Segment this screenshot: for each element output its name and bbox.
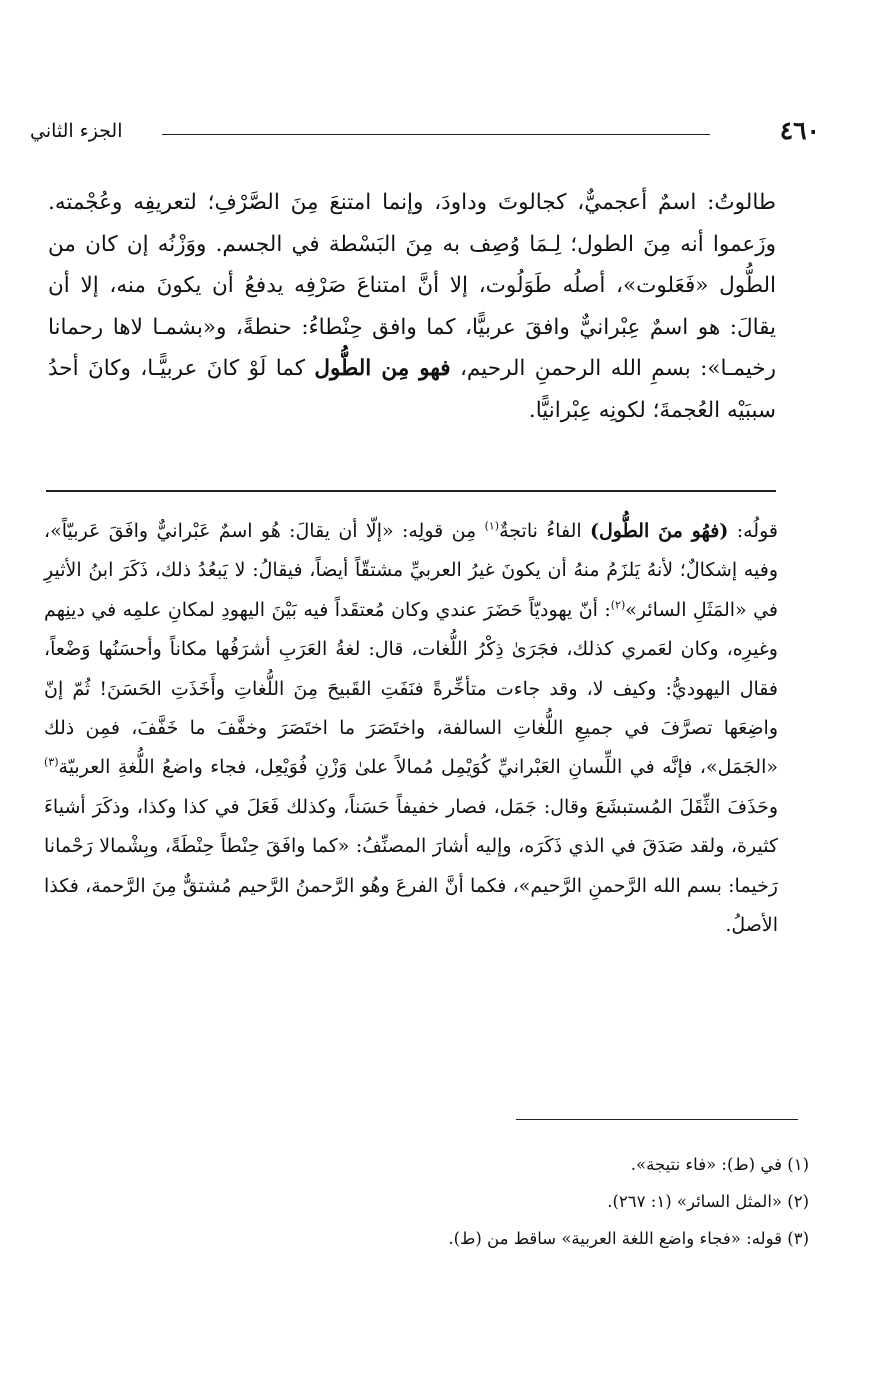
main-text-bold: فهو مِن الطُّول (314, 356, 451, 381)
commentary-text-3: وحَذَفَ الثِّقَلَ المُستبشَعَ وقال: جَمَل، فصار خفيفاً حَسَناً، وكذلك فَعَلَ في كذا وكذا، وذكَرَ أشياءَ كثيرة، ولقد صَدَقَ في الذي ذَكَرَه، وإليه أشارَ المصنِّفُ: «كما وافَقَ حِنْطاً حِنْطَةً، وبِشْمالا رَحْمانا رَخيما: بسم الله الرَّحمنِ الرَّحيم»، فكما أنَّ الفرعَ وهُو الرَّحمنُ الرَّحيم مُشتقٌّ مِنَ الرَّحمة، فكذا الأصلُ. (44, 795, 778, 937)
page-number: ٤٦٠ (779, 116, 820, 145)
main-text-part1: طالوتُ: اسمٌ أعجميٌّ، كجالوتَ وداودَ، وإنما امتنعَ مِنَ الصَّرْفِ؛ لتعريفِه وعُجْمته. وزَعموا أنه مِنَ الطول؛ لِـمَا وُصِف به مِنَ البَسْطة في الجسم. ووَزْنُه إن كان من الطُّول «فَعَلوت»، أصلُه طَوَلُوت، إلا أنَّ امتناعَ صَرْفِه يدفعُ أن يكونَ منه، إلا أن يقالَ: هو اسمٌ عِبْرانيٌّ وافقَ عربيًّا، كما وافق حِنْطاءُ: حنطةً، و«بشمـا لاها رحمانا رخيمـا»: بسمِ الله الرحمنِ الرحيم، (48, 190, 776, 381)
section-divider (46, 490, 776, 492)
main-paragraph (48, 182, 776, 431)
footnote-rule (516, 1119, 798, 1120)
footnotes (309, 1146, 809, 1257)
footnote-1: (١) في (ط): «فاء نتيجة». (630, 1155, 809, 1174)
commentary-lead: قولُه: (728, 520, 778, 542)
footnote-ref-1[interactable]: (١) (484, 519, 500, 533)
header-rule (162, 134, 710, 135)
commentary-text-1: مِن قولِه: «إلّا أن يقالَ: هُو اسمٌ عَبْرانيٌّ وافَقَ عَربيّاً»، وفيه إشكالٌ؛ لأنهُ يَلزَمُ منهُ أن يكونَ غيرُ العربيِّ مشتقّاً أيضاً، فيقالُ: لا يَبعُدُ ذلك، ذَكَرَ ابنُ الأثيرِ في «المَثَلِ السائر» (44, 520, 778, 621)
commentary-text-2: : أنّ يهوديّاً حَضَرَ عندي وكان مُعتقَداً فيه بَيْنَ اليهودِ لمكانِ علمِه في دينِهم وغيرِه، وكان لعَمري كذلك، فجَرَىٰ ذِكْرُ اللُّغات، قال: لغةُ العَرَبِ أشرَفُها مكاناً وأحسَنُها وَضْعاً، فقال اليهوديُّ: وكيف لا، وقد جاءت متأخِّرةً فنَفَتِ القَبيحَ مِنَ اللُّغاتِ وأَخَذَتِ الحَسَنَ! ثُمّ إنّ واضِعَها تصرَّفَ في جميعِ اللُّغاتِ السالفة، واختَصَرَ ما اختَصَرَ وخفَّفَ ما خَفَّفَ، فمِن ذلك «الجَمَل»، فإنَّه في اللِّسانِ العَبْرانيِّ كُوَيْمِل مُمالاً علىٰ وَزْنِ فُوَيْعِل، فجاء واضعُ اللُّغةِ العربيّة (44, 598, 778, 779)
main-text-part2: كما لَوْ كانَ عربيًّـا، وكانَ أحدُ سببَيْه العُجمةَ؛ لكونِه عِبْرانيًّا. (48, 356, 776, 423)
footnote-ref-3[interactable]: (٣) (44, 756, 59, 770)
main-text (48, 182, 776, 431)
footnote-3: (٣) قوله: «فجاء واضع اللغة العربية» ساقط من (ط). (448, 1229, 809, 1248)
footnote-2: (٢) «المثل السائر» (١: ٢٦٧). (607, 1192, 809, 1211)
commentary-quoted: (فهُو منَ الطُّول) (589, 520, 729, 542)
page-header (30, 116, 820, 156)
commentary-after-quoted: الفاءُ ناتجةٌ (499, 520, 590, 542)
footnote-ref-2[interactable]: (٢) (610, 598, 626, 612)
commentary-text (44, 512, 778, 945)
part-title: الجزء الثاني (30, 120, 123, 142)
commentary-paragraph (44, 512, 778, 945)
